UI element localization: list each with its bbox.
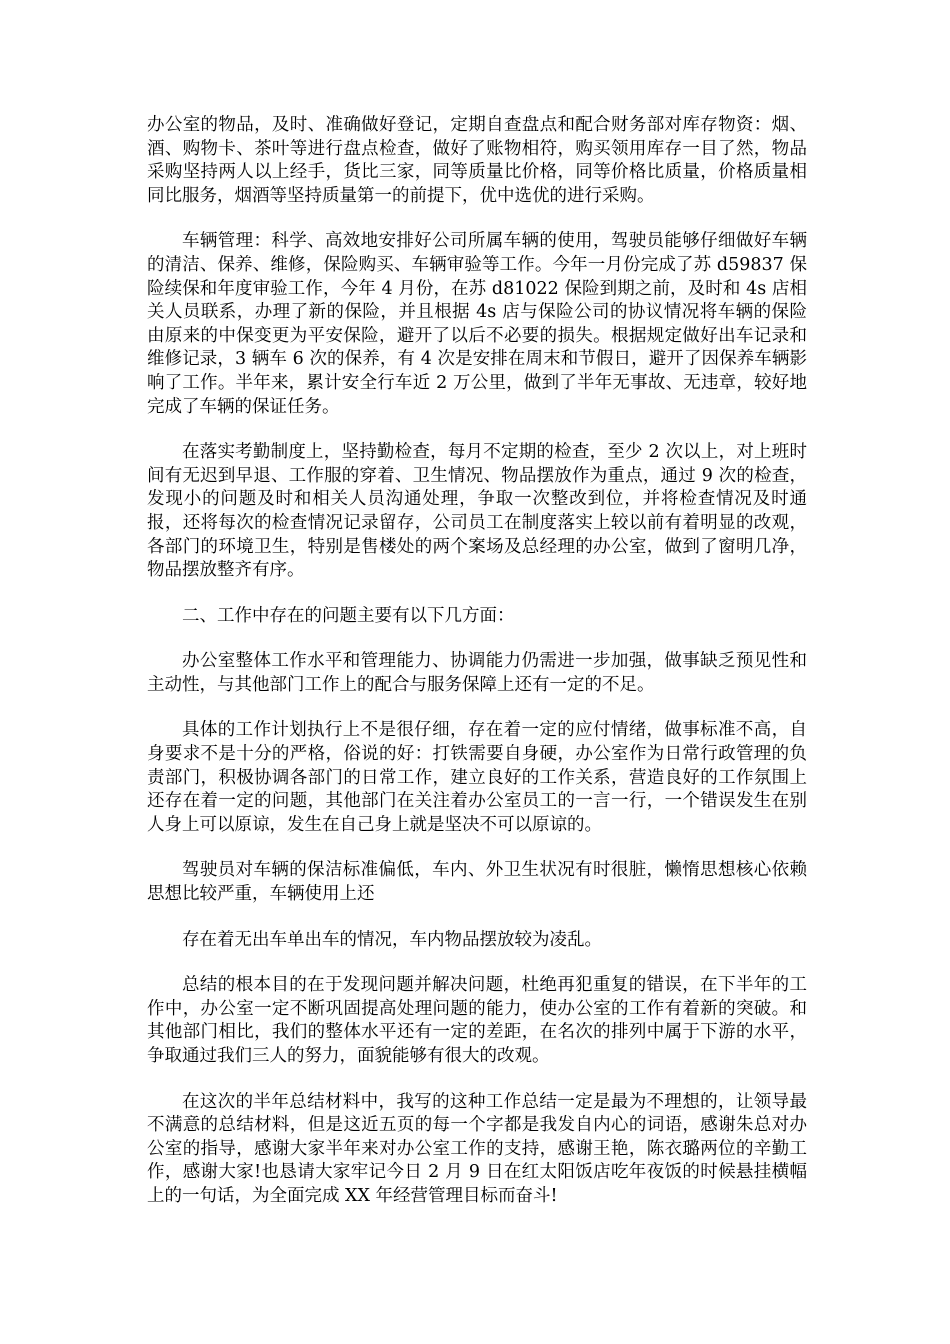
- paragraph-problem-vehicle-use: 存在着无出车单出车的情况，车内物品摆放较为凌乱。: [182, 929, 602, 950]
- document-page: [147, 114, 807, 1231]
- paragraph-problem-drivers: 驾驶员对车辆的保洁标准偏低，车内、外卫生状况有时很脏，懒惰思想核心依赖思想比较严重，车辆使用上还: [147, 860, 807, 905]
- paragraph-closing: 在这次的半年总结材料中，我写的这种工作总结一定是最为不理想的，让领导最不满意的总结材料，但是这近五页的每一个字都是我发自内心的词语，感谢朱总对办公室的指导，感谢大家半年来对办公室工作的支持，感谢王艳，陈衣璐两位的辛勤工作，感谢大家!也恳请大家牢记今日 2 月 9 日在红太阳饭店吃年夜饭的时候悬挂横幅上的一句话，为全面完成 XX 年经营管理目标而奋斗!: [147, 1091, 807, 1206]
- paragraph-problem-overall: 办公室整体工作水平和管理能力、协调能力仍需进一步加强，做事缺乏预见性和主动性，与其他部门工作上的配合与服务保障上还有一定的不足。: [147, 651, 807, 695]
- paragraph-attendance: 在落实考勤制度上，坚持勤检查，每月不定期的检查，至少 2 次以上，对上班时间有无迟到早退、工作服的穿着、卫生情况、物品摆放作为重点，通过 9 次的检查，发现小的问题及时和相关人员沟通处理，争取一次整改到位，并将检查情况及时通报，还将每次的检查情况记录留存，公司员工在制度落实上较以前有着明显的改观，各部门的环境卫生，特别是售楼处的两个案场及总经理的办公室，做到了窗明几净，物品摆放整齐有序。: [147, 442, 807, 581]
- paragraph-vehicle-management: 车辆管理：科学、高效地安排好公司所属车辆的使用，驾驶员能够仔细做好车辆的清洁、保养、维修，保险购买、车辆审验等工作。今年一月份完成了苏 d59837 保险续保和年度审验工作，今年 4 月份，在苏 d81022 保险到期之前，及时和 4s 店相关人员联系，办理了新的保险，并且根据 4s 店与保险公司的协议情况将车辆的保险由原来的中保变更为平安保险，避开了以后不必要的损失。根据规定做好出车记录和维修记录，3 辆车 6 次的保养，有 4 次是安排在周末和节假日，避开了因保养车辆影响了工作。半年来，累计安全行车近 2 万公里，做到了半年无事故、无违章，较好地完成了车辆的保证任务。: [147, 231, 807, 417]
- paragraph-summary-goal: 总结的根本目的在于发现问题并解决问题，杜绝再犯重复的错误，在下半年的工作中，办公室一定不断巩固提高处理问题的能力，使办公室的工作有着新的突破。和其他部门相比，我们的整体水平还有一定的差距，在名次的排列中属于下游的水平，争取通过我们三人的努力，面貌能够有很大的改观。: [147, 975, 807, 1066]
- paragraph-problem-execution: 具体的工作计划执行上不是很仔细，存在着一定的应付情绪，做事标准不高，自身要求不是十分的严格，俗说的好：打铁需要自身硬，办公室作为日常行政管理的负责部门，积极协调各部门的日常工作，建立良好的工作关系，营造良好的工作氛围上还存在着一定的问题，其他部门在关注着办公室员工的一言一行，一个错误发生在别人身上可以原谅，发生在自己身上就是坚决不可以原谅的。: [147, 720, 807, 835]
- paragraph-office-supplies: 办公室的物品，及时、准确做好登记，定期自查盘点和配合财务部对库存物资：烟、酒、购物卡、茶叶等进行盘点检查，做好了账物相符，购买领用库存一目了然，物品采购坚持两人以上经手，货比三家，同等质量比价格，同等价格比质量，价格质量相同比服务，烟酒等坚持质量第一的前提下，优中选优的进行采购。: [147, 115, 807, 206]
- section-heading-problems: 二、工作中存在的问题主要有以下几方面：: [182, 605, 515, 626]
